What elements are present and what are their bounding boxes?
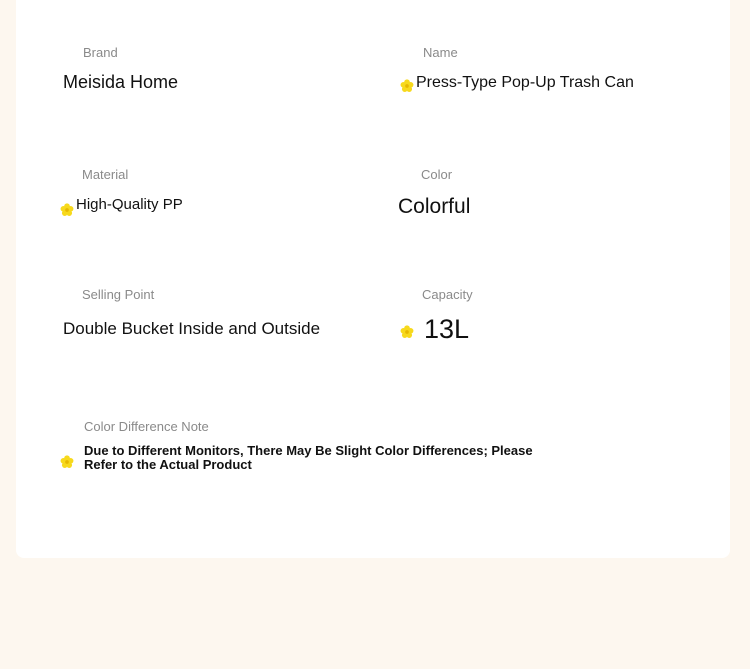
material-label: Material [82,167,129,182]
flower-icon [60,455,74,469]
color-difference-note-value: Due to Different Monitors, There May Be Slight Color Differences; Please Refer to the Actual Product [84,443,533,472]
selling-point-value: Double Bucket Inside and Outside [63,319,321,338]
name-value: Press-Type Pop-Up Trash Can [416,74,634,91]
flower-icon [400,325,414,339]
flower-icon [60,203,74,217]
capacity-label: Capacity [422,287,473,302]
selling-point-label: Selling Point [82,287,155,302]
name-label: Name [423,45,458,60]
brand-label: Brand [83,45,118,60]
flower-icon [400,79,414,93]
color-value: Colorful [398,195,471,218]
brand-value: Meisida Home [63,72,179,92]
color-label: Color [421,167,453,182]
capacity-value: 13L [424,314,470,344]
material-value: High-Quality PP [76,196,183,213]
color-difference-note-label: Color Difference Note [84,419,209,434]
